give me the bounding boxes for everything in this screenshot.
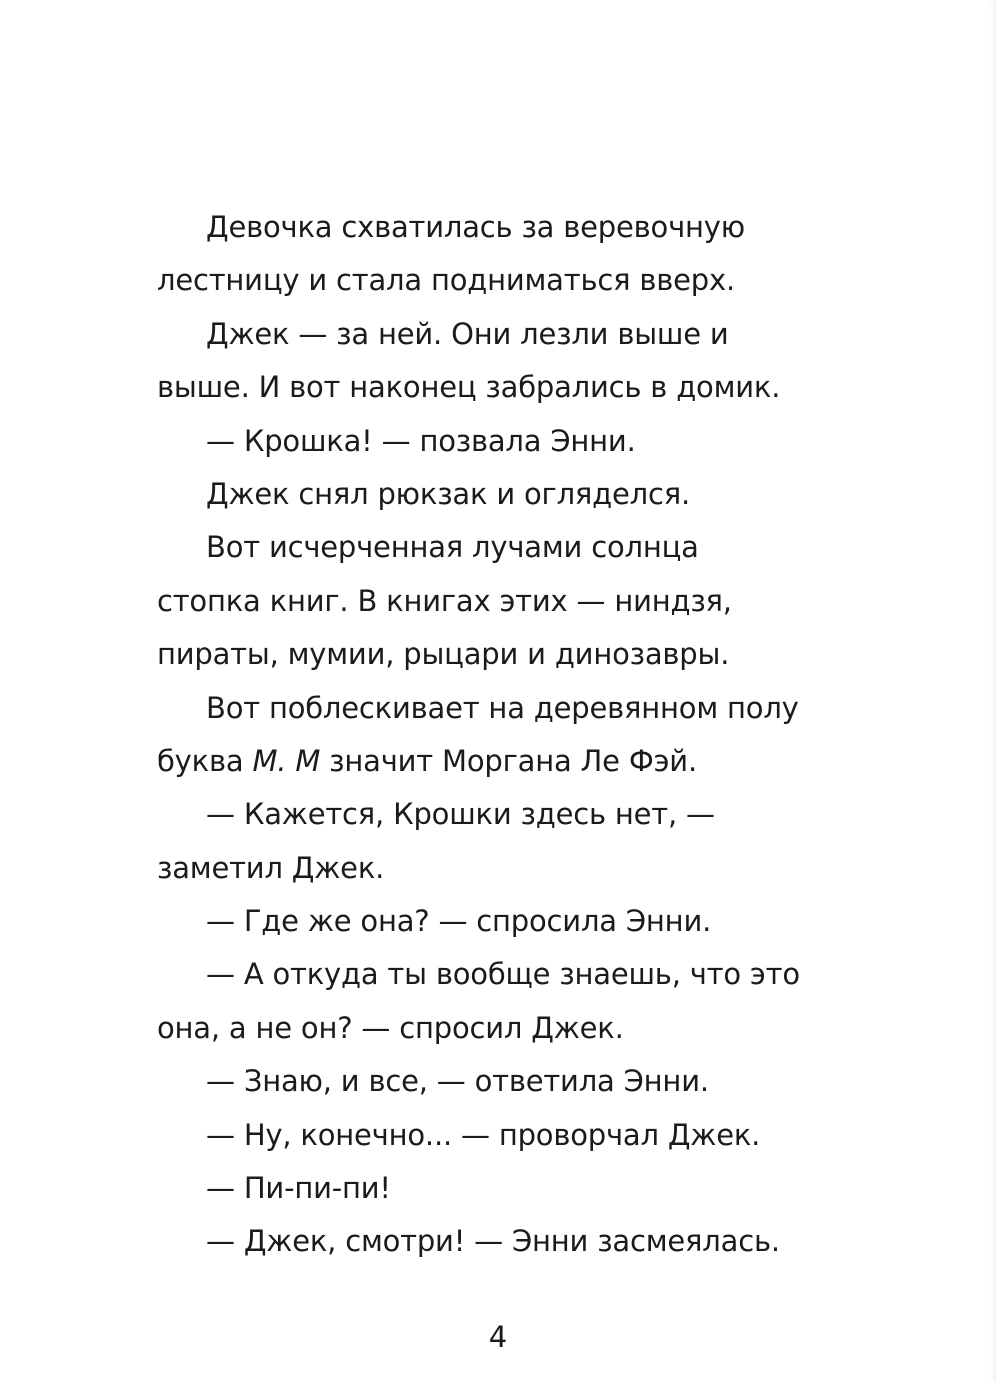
italic-letter: М	[252, 743, 278, 778]
paragraph-line: — Джек, смотри! — Энни засмеялась.	[206, 1224, 780, 1259]
italic-punctuation: .	[277, 743, 296, 778]
body-text	[157, 201, 857, 1269]
paragraph-line: Джек снял рюкзак и огляделся.	[206, 476, 690, 511]
paragraph-line: — Где же она? — спросила Энни.	[206, 904, 712, 939]
paragraph-line: она, а не он? — спросил Джек.	[157, 1010, 624, 1045]
paragraph-line: заметил Джек.	[157, 850, 385, 885]
paragraph-line: — Крошка! — позвала Энни.	[206, 423, 636, 458]
paragraph-line: — А откуда ты вообще знаешь, что это	[206, 957, 800, 992]
paragraph-line: — Пи-пи-пи!	[206, 1171, 391, 1206]
paragraph-line: лестницу и стала подниматься вверх.	[157, 263, 735, 298]
paragraph-line: пираты, мумии, рыцари и динозавры.	[157, 637, 730, 672]
paragraph-line: Вот исчерченная лучами солнца	[206, 530, 699, 565]
paragraph-line: Джек — за ней. Они лезли выше и	[206, 316, 729, 351]
paragraph-line: — Кажется, Крошки здесь нет, —	[206, 797, 715, 832]
paragraph-line: выше. И вот наконец забрались в домик.	[157, 370, 781, 405]
text-segment: значит Моргана Ле Фэй.	[320, 743, 697, 778]
paragraph-line: Вот поблескивает на деревянном полу	[206, 690, 799, 725]
page-number: 4	[488, 1320, 508, 1354]
italic-letter: М	[295, 743, 321, 778]
paragraph-line: стопка книг. В книгах этих — ниндзя,	[157, 583, 732, 618]
text-segment: буква	[157, 743, 253, 778]
paragraph-line: Девочка схватилась за веревочную	[206, 210, 745, 244]
paragraph-line: — Знаю, и все, — ответила Энни.	[206, 1064, 709, 1099]
paragraph-line: — Ну, конечно... — проворчал Джек.	[206, 1117, 761, 1152]
paragraph-line-with-italics	[157, 735, 857, 788]
